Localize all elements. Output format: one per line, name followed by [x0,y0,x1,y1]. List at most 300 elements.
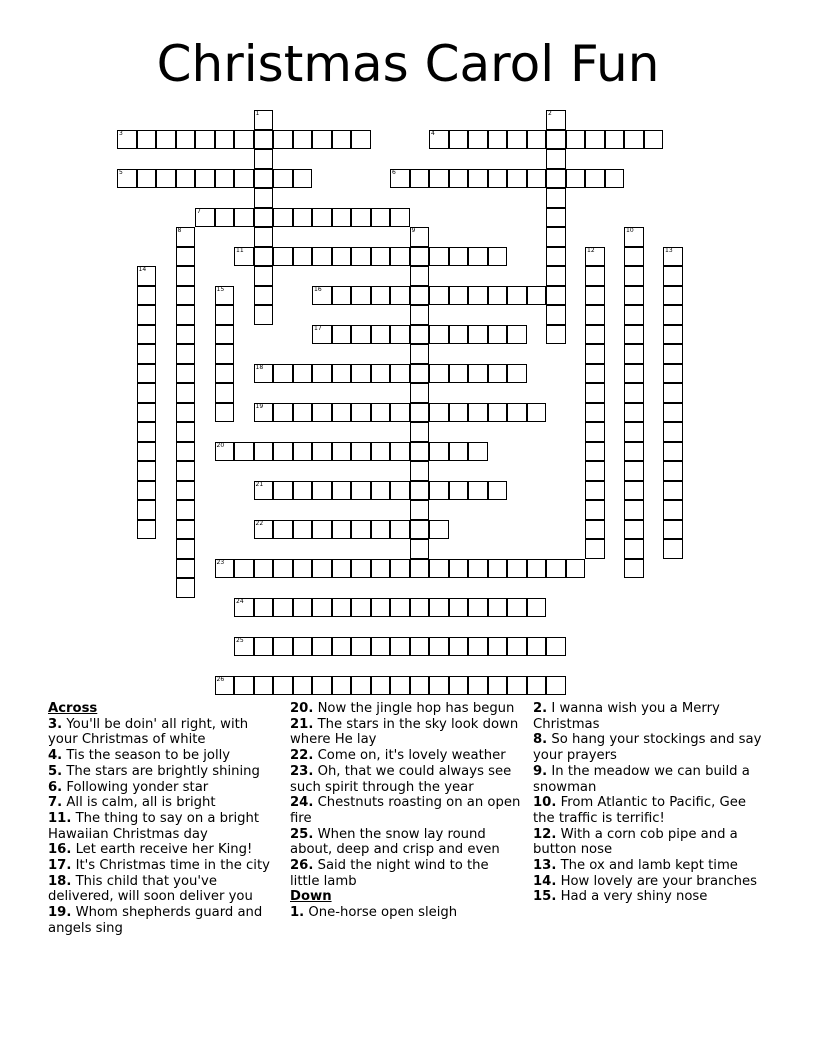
grid-cell[interactable] [410,247,430,267]
grid-cell[interactable] [507,676,527,696]
grid-cell[interactable] [488,598,508,618]
grid-cell[interactable] [312,637,332,657]
grid-cell[interactable] [293,130,313,150]
grid-cell[interactable] [410,169,430,189]
grid-cell[interactable] [137,383,157,403]
grid-cell[interactable] [546,247,566,267]
grid-cell[interactable] [663,364,683,384]
grid-cell[interactable] [137,325,157,345]
grid-cell[interactable] [488,130,508,150]
grid-cell[interactable] [410,286,430,306]
grid-cell[interactable] [449,247,469,267]
grid-cell[interactable] [273,676,293,696]
grid-cell[interactable] [527,286,547,306]
grid-cell[interactable] [312,208,332,228]
grid-cell[interactable] [585,520,605,540]
grid-cell[interactable] [585,500,605,520]
grid-cell[interactable] [137,403,157,423]
grid-cell[interactable] [546,325,566,345]
grid-cell[interactable] [624,344,644,364]
grid-cell[interactable] [254,266,274,286]
grid-cell[interactable] [293,520,313,540]
grid-cell[interactable] [429,286,449,306]
grid-cell[interactable] [624,461,644,481]
grid-cell[interactable] [663,520,683,540]
grid-cell[interactable] [390,442,410,462]
grid-cell[interactable] [429,442,449,462]
grid-cell[interactable] [351,559,371,579]
grid-cell[interactable] [254,598,274,618]
grid-cell[interactable] [176,403,196,423]
grid-cell[interactable] [234,559,254,579]
grid-cell[interactable] [351,676,371,696]
grid-cell[interactable] [585,130,605,150]
grid-cell[interactable] [293,481,313,501]
grid-cell[interactable] [585,403,605,423]
grid-cell[interactable] [624,520,644,540]
grid-cell[interactable] [663,539,683,559]
grid-cell[interactable] [585,383,605,403]
grid-cell[interactable] [527,403,547,423]
grid-cell[interactable] [429,481,449,501]
grid-cell[interactable] [468,598,488,618]
grid-cell[interactable] [410,403,430,423]
grid-cell[interactable] [254,149,274,169]
grid-cell[interactable] [468,247,488,267]
grid-cell[interactable] [585,266,605,286]
grid-cell[interactable] [546,208,566,228]
grid-cell[interactable] [507,637,527,657]
grid-cell[interactable] [410,500,430,520]
grid-cell[interactable] [449,637,469,657]
grid-cell[interactable] [507,559,527,579]
grid-cell[interactable] [234,442,254,462]
grid-cell[interactable] [176,442,196,462]
grid-cell[interactable] [468,325,488,345]
grid-cell[interactable] [410,481,430,501]
grid-cell[interactable] [390,169,410,189]
grid-cell[interactable] [429,364,449,384]
grid-cell[interactable] [488,676,508,696]
grid-cell[interactable] [410,422,430,442]
grid-cell[interactable] [429,247,449,267]
grid-cell[interactable] [410,305,430,325]
grid-cell[interactable] [390,286,410,306]
grid-cell[interactable] [351,364,371,384]
grid-cell[interactable] [410,637,430,657]
grid-cell[interactable] [176,344,196,364]
grid-cell[interactable] [663,383,683,403]
grid-cell[interactable] [312,598,332,618]
grid-cell[interactable] [351,520,371,540]
grid-cell[interactable] [215,305,235,325]
grid-cell[interactable] [332,286,352,306]
grid-cell[interactable] [176,422,196,442]
grid-cell[interactable] [449,286,469,306]
grid-cell[interactable] [507,130,527,150]
grid-cell[interactable] [254,286,274,306]
grid-cell[interactable] [410,442,430,462]
grid-cell[interactable] [332,676,352,696]
grid-cell[interactable] [527,130,547,150]
grid-cell[interactable] [254,637,274,657]
grid-cell[interactable] [468,559,488,579]
grid-cell[interactable] [273,130,293,150]
grid-cell[interactable] [195,130,215,150]
grid-cell[interactable] [624,500,644,520]
grid-cell[interactable] [254,520,274,540]
grid-cell[interactable] [195,208,215,228]
grid-cell[interactable] [410,383,430,403]
grid-cell[interactable] [332,559,352,579]
grid-cell[interactable] [663,305,683,325]
grid-cell[interactable] [585,286,605,306]
grid-cell[interactable] [332,364,352,384]
grid-cell[interactable] [624,325,644,345]
grid-cell[interactable] [273,403,293,423]
grid-cell[interactable] [585,481,605,501]
grid-cell[interactable] [215,325,235,345]
grid-cell[interactable] [410,325,430,345]
grid-cell[interactable] [234,208,254,228]
grid-cell[interactable] [390,676,410,696]
grid-cell[interactable] [488,364,508,384]
grid-cell[interactable] [332,481,352,501]
grid-cell[interactable] [468,403,488,423]
grid-cell[interactable] [332,130,352,150]
grid-cell[interactable] [332,637,352,657]
grid-cell[interactable] [332,325,352,345]
grid-cell[interactable] [273,208,293,228]
grid-cell[interactable] [410,676,430,696]
grid-cell[interactable] [156,169,176,189]
grid-cell[interactable] [215,559,235,579]
grid-cell[interactable] [137,481,157,501]
grid-cell[interactable] [585,364,605,384]
grid-cell[interactable] [507,403,527,423]
grid-cell[interactable] [468,169,488,189]
grid-cell[interactable] [273,520,293,540]
grid-cell[interactable] [137,169,157,189]
grid-cell[interactable] [312,481,332,501]
grid-cell[interactable] [449,442,469,462]
grid-cell[interactable] [429,169,449,189]
grid-cell[interactable] [332,520,352,540]
grid-cell[interactable] [351,247,371,267]
grid-cell[interactable] [215,130,235,150]
grid-cell[interactable] [176,578,196,598]
grid-cell[interactable] [293,442,313,462]
grid-cell[interactable] [663,442,683,462]
grid-cell[interactable] [254,481,274,501]
grid-cell[interactable] [215,442,235,462]
grid-cell[interactable] [449,676,469,696]
grid-cell[interactable] [176,325,196,345]
grid-cell[interactable] [624,247,644,267]
grid-cell[interactable] [137,130,157,150]
grid-cell[interactable] [449,598,469,618]
grid-cell[interactable] [293,208,313,228]
grid-cell[interactable] [137,286,157,306]
grid-cell[interactable] [663,481,683,501]
grid-cell[interactable] [624,227,644,247]
grid-cell[interactable] [176,169,196,189]
grid-cell[interactable] [312,676,332,696]
grid-cell[interactable] [195,169,215,189]
grid-cell[interactable] [605,169,625,189]
grid-cell[interactable] [624,481,644,501]
grid-cell[interactable] [390,637,410,657]
grid-cell[interactable] [468,637,488,657]
grid-cell[interactable] [234,598,254,618]
grid-cell[interactable] [624,403,644,423]
grid-cell[interactable] [215,364,235,384]
grid-cell[interactable] [546,130,566,150]
grid-cell[interactable] [351,208,371,228]
grid-cell[interactable] [468,676,488,696]
grid-cell[interactable] [312,520,332,540]
grid-cell[interactable] [449,325,469,345]
grid-cell[interactable] [312,442,332,462]
grid-cell[interactable] [390,247,410,267]
grid-cell[interactable] [468,130,488,150]
grid-cell[interactable] [449,403,469,423]
grid-cell[interactable] [176,227,196,247]
grid-cell[interactable] [254,169,274,189]
grid-cell[interactable] [390,559,410,579]
grid-cell[interactable] [624,383,644,403]
grid-cell[interactable] [663,286,683,306]
grid-cell[interactable] [624,442,644,462]
grid-cell[interactable] [449,169,469,189]
grid-cell[interactable] [273,598,293,618]
grid-cell[interactable] [293,676,313,696]
grid-cell[interactable] [137,461,157,481]
grid-cell[interactable] [488,169,508,189]
grid-cell[interactable] [273,559,293,579]
grid-cell[interactable] [546,305,566,325]
grid-cell[interactable] [624,559,644,579]
grid-cell[interactable] [390,403,410,423]
grid-cell[interactable] [546,227,566,247]
grid-cell[interactable] [137,305,157,325]
grid-cell[interactable] [176,305,196,325]
grid-cell[interactable] [371,247,391,267]
grid-cell[interactable] [293,403,313,423]
grid-cell[interactable] [624,539,644,559]
grid-cell[interactable] [449,364,469,384]
grid-cell[interactable] [644,130,664,150]
grid-cell[interactable] [488,559,508,579]
grid-cell[interactable] [527,637,547,657]
grid-cell[interactable] [546,169,566,189]
grid-cell[interactable] [176,130,196,150]
grid-cell[interactable] [410,344,430,364]
grid-cell[interactable] [312,364,332,384]
grid-cell[interactable] [156,130,176,150]
grid-cell[interactable] [429,130,449,150]
grid-cell[interactable] [449,481,469,501]
grid-cell[interactable] [273,364,293,384]
grid-cell[interactable] [546,637,566,657]
grid-cell[interactable] [332,208,352,228]
grid-cell[interactable] [488,637,508,657]
grid-cell[interactable] [585,305,605,325]
grid-cell[interactable] [371,520,391,540]
grid-cell[interactable] [176,481,196,501]
grid-cell[interactable] [137,344,157,364]
grid-cell[interactable] [176,266,196,286]
grid-cell[interactable] [254,110,274,130]
grid-cell[interactable] [371,637,391,657]
grid-cell[interactable] [215,676,235,696]
grid-cell[interactable] [234,130,254,150]
grid-cell[interactable] [234,676,254,696]
grid-cell[interactable] [137,266,157,286]
grid-cell[interactable] [254,364,274,384]
grid-cell[interactable] [390,481,410,501]
grid-cell[interactable] [624,364,644,384]
grid-cell[interactable] [390,598,410,618]
grid-cell[interactable] [137,500,157,520]
grid-cell[interactable] [410,539,430,559]
grid-cell[interactable] [117,169,137,189]
grid-cell[interactable] [312,247,332,267]
grid-cell[interactable] [663,500,683,520]
grid-cell[interactable] [137,442,157,462]
grid-cell[interactable] [215,286,235,306]
grid-cell[interactable] [585,539,605,559]
grid-cell[interactable] [351,598,371,618]
grid-cell[interactable] [410,461,430,481]
grid-cell[interactable] [117,130,137,150]
grid-cell[interactable] [273,442,293,462]
grid-cell[interactable] [527,169,547,189]
grid-cell[interactable] [215,344,235,364]
grid-cell[interactable] [176,500,196,520]
grid-cell[interactable] [488,325,508,345]
grid-cell[interactable] [546,110,566,130]
grid-cell[interactable] [585,247,605,267]
grid-cell[interactable] [254,208,274,228]
grid-cell[interactable] [176,383,196,403]
grid-cell[interactable] [488,286,508,306]
grid-cell[interactable] [371,481,391,501]
grid-cell[interactable] [254,676,274,696]
grid-cell[interactable] [585,344,605,364]
grid-cell[interactable] [215,169,235,189]
grid-cell[interactable] [468,364,488,384]
grid-cell[interactable] [410,520,430,540]
grid-cell[interactable] [546,266,566,286]
grid-cell[interactable] [390,364,410,384]
grid-cell[interactable] [254,130,274,150]
grid-cell[interactable] [254,247,274,267]
grid-cell[interactable] [507,364,527,384]
grid-cell[interactable] [390,325,410,345]
grid-cell[interactable] [624,305,644,325]
grid-cell[interactable] [351,325,371,345]
grid-cell[interactable] [527,598,547,618]
grid-cell[interactable] [488,403,508,423]
grid-cell[interactable] [234,247,254,267]
grid-cell[interactable] [312,559,332,579]
grid-cell[interactable] [624,130,644,150]
grid-cell[interactable] [312,403,332,423]
grid-cell[interactable] [332,403,352,423]
grid-cell[interactable] [351,286,371,306]
grid-cell[interactable] [566,559,586,579]
grid-cell[interactable] [624,266,644,286]
grid-cell[interactable] [332,598,352,618]
grid-cell[interactable] [390,520,410,540]
grid-cell[interactable] [293,559,313,579]
grid-cell[interactable] [234,637,254,657]
grid-cell[interactable] [176,461,196,481]
grid-cell[interactable] [663,422,683,442]
grid-cell[interactable] [546,188,566,208]
grid-cell[interactable] [546,149,566,169]
grid-cell[interactable] [624,286,644,306]
grid-cell[interactable] [137,422,157,442]
grid-cell[interactable] [293,169,313,189]
grid-cell[interactable] [176,559,196,579]
grid-cell[interactable] [351,403,371,423]
grid-cell[interactable] [546,676,566,696]
grid-cell[interactable] [215,403,235,423]
grid-cell[interactable] [371,598,391,618]
grid-cell[interactable] [429,520,449,540]
grid-cell[interactable] [176,539,196,559]
grid-cell[interactable] [293,364,313,384]
grid-cell[interactable] [371,208,391,228]
grid-cell[interactable] [546,286,566,306]
grid-cell[interactable] [254,305,274,325]
grid-cell[interactable] [273,637,293,657]
grid-cell[interactable] [332,442,352,462]
grid-cell[interactable] [293,247,313,267]
grid-cell[interactable] [293,598,313,618]
grid-cell[interactable] [507,325,527,345]
grid-cell[interactable] [176,286,196,306]
grid-cell[interactable] [371,403,391,423]
grid-cell[interactable] [605,130,625,150]
grid-cell[interactable] [176,520,196,540]
grid-cell[interactable] [468,442,488,462]
grid-cell[interactable] [410,266,430,286]
grid-cell[interactable] [254,403,274,423]
grid-cell[interactable] [410,598,430,618]
grid-cell[interactable] [429,403,449,423]
grid-cell[interactable] [429,559,449,579]
grid-cell[interactable] [215,208,235,228]
grid-cell[interactable] [429,637,449,657]
grid-cell[interactable] [507,169,527,189]
grid-cell[interactable] [254,442,274,462]
grid-cell[interactable] [351,481,371,501]
grid-cell[interactable] [176,364,196,384]
grid-cell[interactable] [624,422,644,442]
grid-cell[interactable] [663,266,683,286]
grid-cell[interactable] [371,364,391,384]
grid-cell[interactable] [585,442,605,462]
grid-cell[interactable] [351,442,371,462]
grid-cell[interactable] [410,364,430,384]
grid-cell[interactable] [137,520,157,540]
grid-cell[interactable] [176,247,196,267]
grid-cell[interactable] [429,676,449,696]
grid-cell[interactable] [488,481,508,501]
